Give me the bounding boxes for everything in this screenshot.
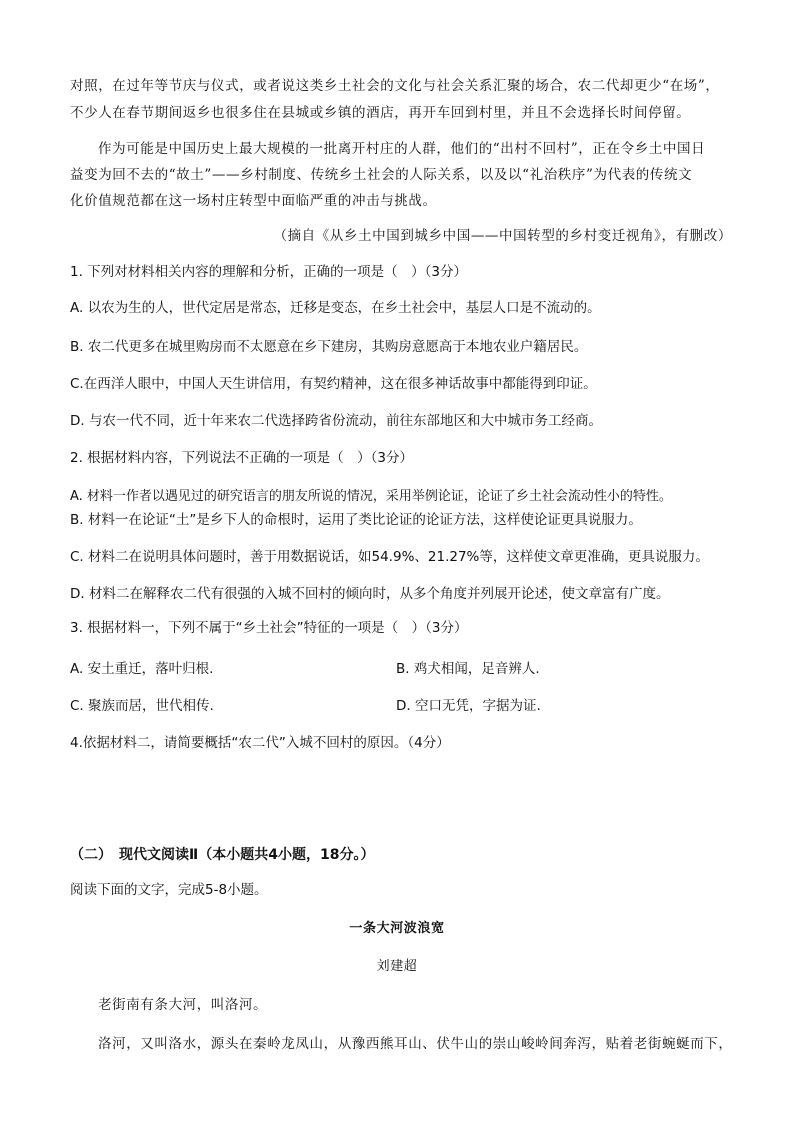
story-author: 刘建超 bbox=[376, 959, 418, 974]
question-1-stem: 1. 下列对材料相关内容的理解和分析，正确的一项是（ ）（3分） bbox=[70, 264, 468, 280]
question-3-option-a: A. 安土重迁，落叶归根. bbox=[70, 661, 214, 677]
question-1-option-d: D. 与农一代不同，近十年来农二代选择跨省份流动，前往东部地区和大中城市务工经商。 bbox=[70, 413, 602, 429]
question-3-stem: 3. 根据材料一，下列不属于“乡土社会”特征的一项是（ ）（3分） bbox=[70, 620, 468, 636]
passage-line-1: 对照，在过年等节庆与仪式，或者说这类乡土社会的文化与社会关系汇聚的场合，农二代却更少“在场”， bbox=[70, 78, 720, 94]
section-instruction: 阅读下面的文字，完成5-8小题。 bbox=[70, 882, 268, 898]
passage-line-2: 不少人在春节期间返乡也很多住在县城或乡镇的酒店，再开车回到村里，并且不会选择长时间停留。 bbox=[70, 105, 691, 121]
story-title: 一条大河波浪宽 bbox=[349, 921, 445, 936]
source-note: （摘自《从乡土中国到城乡中国——中国转型的乡村变迁视角》，有删改） bbox=[273, 228, 732, 244]
question-2-option-c: C. 材料二在说明具体问题时，善于用数据说话，如54.9%、21.27%等，这样使文章更准确，更具说服力。 bbox=[70, 549, 709, 565]
question-4-stem: 4.依据材料二，请简要概括“农二代”入城不回村的原因。（4分） bbox=[70, 735, 450, 751]
question-2-option-a: A. 材料一作者以遇见过的研究语言的朋友所说的情况，采用举例论证，论证了乡土社会流动性小的特性。 bbox=[70, 489, 672, 504]
story-line-2: 洛河，又叫洛水，源头在秦岭龙凤山，从豫西熊耳山、伏牛山的崇山峻岭间奔泻，贴着老街蜿蜒而下， bbox=[98, 1036, 733, 1052]
question-2-option-d: D. 材料二在解释农二代有很强的入城不回村的倾向时，从多个角度并列展开论述，使文章富有广度。 bbox=[70, 586, 670, 602]
passage-line-3: 作为可能是中国历史上最大规模的一批离开村庄的人群，他们的“出村不回村”，正在令乡土中国日 bbox=[98, 141, 706, 157]
passage-line-4: 益变为回不去的“故土”——乡村制度、传统乡土社会的人际关系，以及以“礼治秩序”为代表的传统文 bbox=[70, 167, 693, 183]
question-2-option-b: B. 材料一在论证“土”是乡下人的命根时，运用了类比论证的论证方法，这样使论证更具说服力。 bbox=[70, 512, 642, 528]
question-3-option-c: C. 聚族而居，世代相传. bbox=[70, 698, 214, 714]
section-heading: （二） 现代文阅读Ⅱ（本小题共4小题，18分。） bbox=[70, 847, 375, 863]
question-2-stem: 2. 根据材料内容，下列说法不正确的一项是（ ）（3分） bbox=[70, 450, 414, 466]
question-3-option-b: B. 鸡犬相闻，足音辨人. bbox=[396, 661, 540, 677]
question-1-option-a: A. 以农为生的人，世代定居是常态，迁移是变态，在乡土社会中，基层人口是不流动的。 bbox=[70, 300, 601, 316]
story-line-1: 老街南有条大河，叫洛河。 bbox=[98, 997, 268, 1013]
question-1-option-b: B. 农二代更多在城里购房而不太愿意在乡下建房，其购房意愿高于本地农业户籍居民。 bbox=[70, 339, 588, 355]
question-1-option-c: C.在西洋人眼中，中国人天生讲信用，有契约精神，这在很多神话故事中都能得到印证。 bbox=[70, 376, 597, 392]
passage-line-5: 化价值规范都在这一场村庄转型中面临严重的冲击与挑战。 bbox=[70, 193, 437, 209]
question-3-option-d: D. 空口无凭，字据为证. bbox=[396, 698, 541, 714]
